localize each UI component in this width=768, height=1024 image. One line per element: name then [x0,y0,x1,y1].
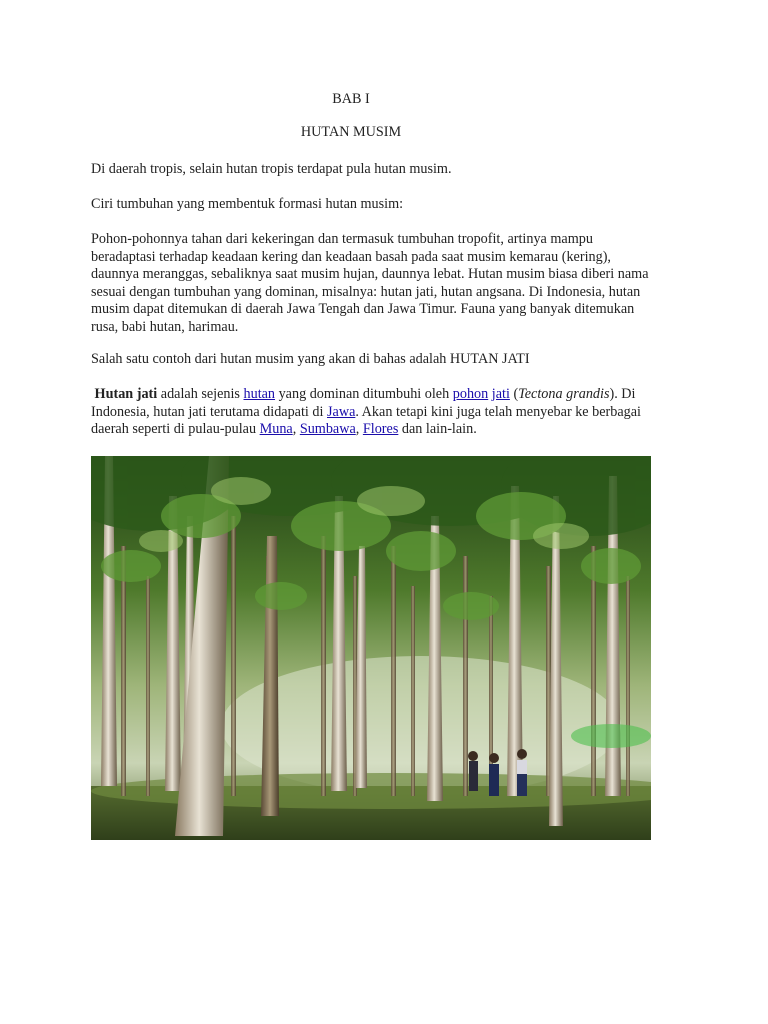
text-line: musim dapat ditemukan di daerah Jawa Tengah dan Jawa Timur. Fauna yang banyak ditemukan [91,301,635,318]
teak-forest-photo [91,456,651,840]
paragraph-ciri: Ciri tumbuhan yang membentuk formasi hutan musim: [91,196,404,212]
paragraph-description [91,231,676,337]
text-line: Hutan jati adalah sejenis hutan yang dominan ditumbuhi oleh pohon jati (Tectona grandis). Di [94,386,636,402]
text-line: Indonesia, hutan jati terutama didapati di Jawa. Akan tetapi kini juga telah menyebar ke berbagai [91,403,641,420]
link-pohon[interactable]: pohon [452,386,489,402]
link-flores[interactable]: Flores [362,421,399,438]
text-line: beradaptasi terhadap keadaan kering dan keadaan basah pada saat musim kemarau (kering), [91,248,611,265]
text-line: Pohon-pohonnya tahan dari kekeringan dan termasuk tumbuhan tropofit, artinya mampu [91,231,593,247]
link-jati[interactable]: jati [491,386,510,402]
link-sumbawa[interactable]: Sumbawa [299,421,356,438]
scientific-name: Tectona grandis [518,386,610,402]
link-hutan[interactable]: hutan [243,386,276,402]
chapter-heading: BAB I [332,91,370,107]
paragraph-intro: Di daerah tropis, selain hutan tropis terdapat pula hutan musim. [91,161,452,177]
paragraph-hutan-jati [91,386,666,439]
section-title: HUTAN MUSIM [300,124,402,140]
text-line: sesuai dengan tumbuhan yang dominan, misalnya: hutan jati, hutan angsana. Di Indonesia, hutan [91,283,641,300]
link-jawa[interactable]: Jawa [327,403,356,420]
text-line: daerah seperti di pulau-pulau Muna, Sumbawa, Flores dan lain-lain. [91,421,477,438]
text-line: daunnya meranggas, sebaliknya saat musim hujan, daunnya lebat. Hutan musim biasa diberi nama [91,266,649,283]
term-bold: Hutan jati [94,386,158,402]
link-muna[interactable]: Muna [259,421,293,438]
paragraph-example: Salah satu contoh dari hutan musim yang akan di bahas adalah HUTAN JATI [91,351,530,367]
text-line: rusa, babi hutan, harimau. [91,318,239,335]
